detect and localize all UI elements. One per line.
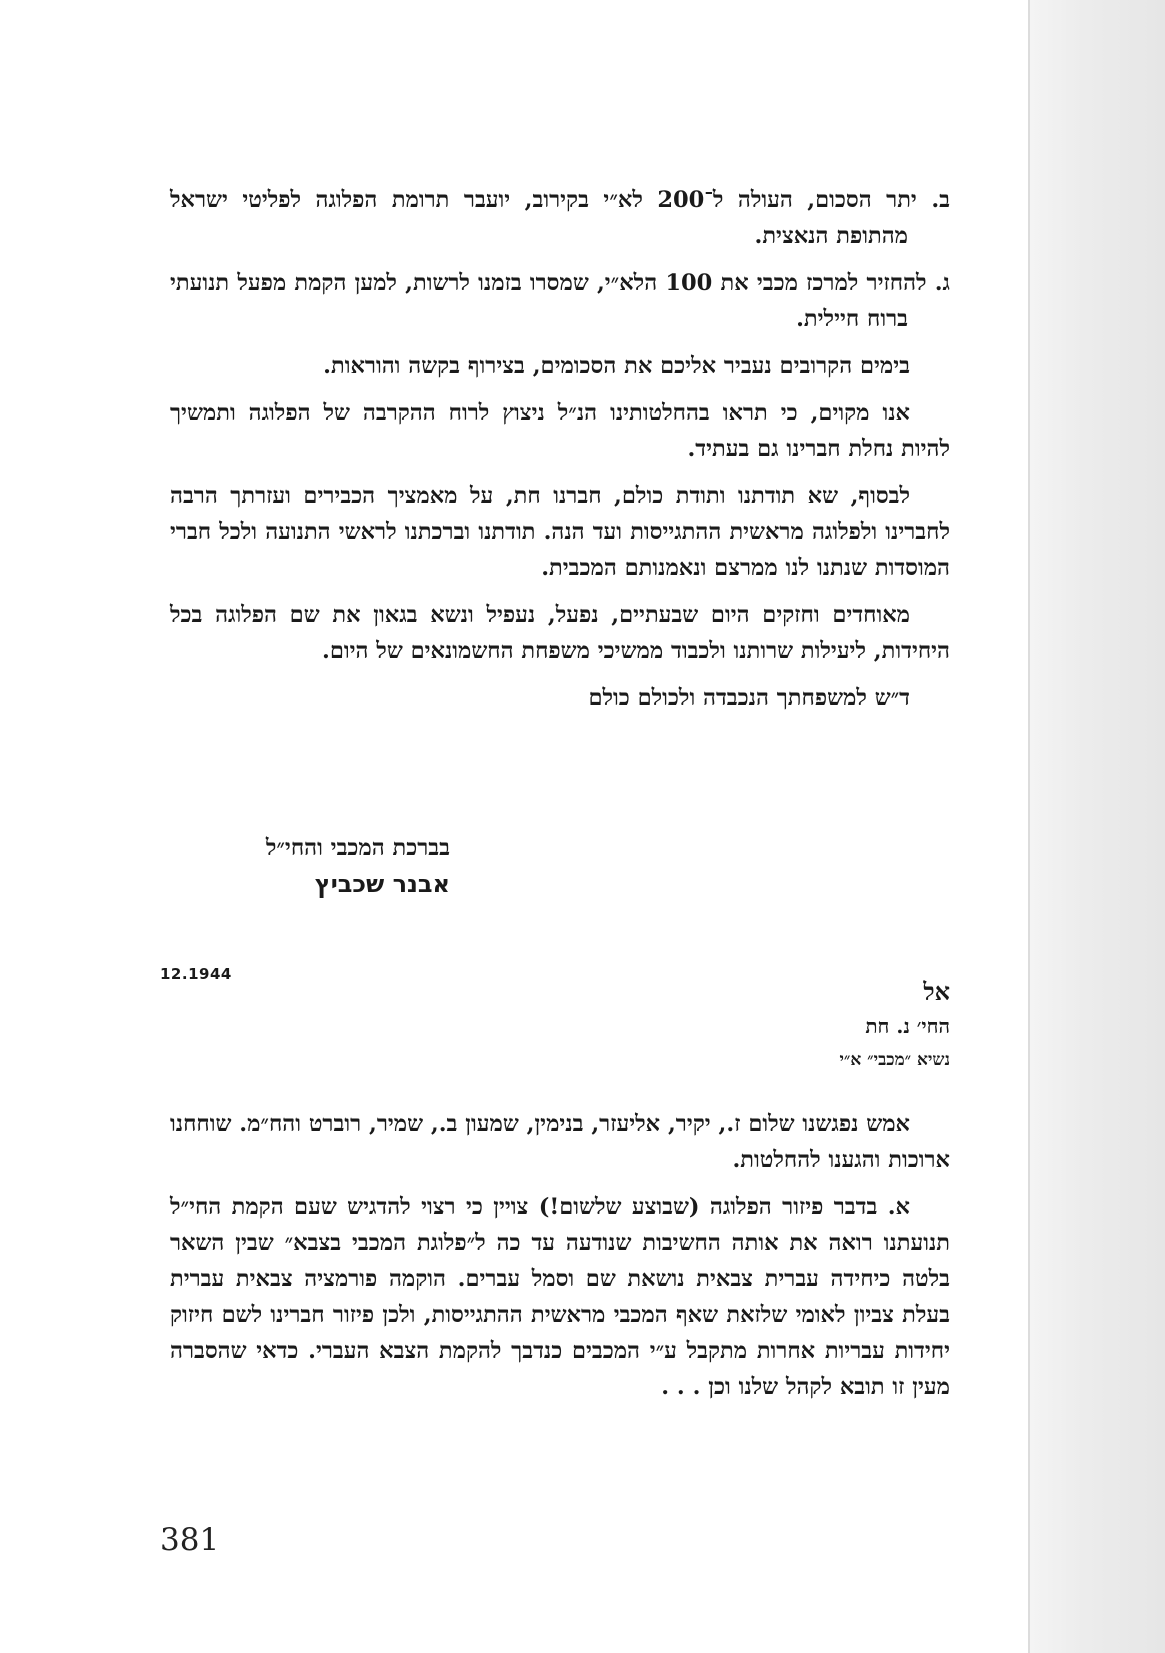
- address-block: [839, 975, 950, 1077]
- signature-block: [150, 830, 450, 902]
- list-item-g: ג. להחזיר למרכז מכבי את 100 הלא״י, שמסרו בזמנו לרשות, למען הקמת מפעל תנועתי ברוח חיילית.: [170, 270, 950, 332]
- letter-body-top: [170, 182, 950, 736]
- address-to-label: אל: [923, 977, 950, 1006]
- paragraph: אנו מקוים, כי תראו בהחלטותינו הנ״ל ניצוץ לרוח ההקרבה של הפלוגה ותמשיך להיות נחלת חברינו גם בעתיד.: [170, 400, 950, 462]
- paragraph: אמש נפגשנו שלום ז., יקיר, אליעזר, בנימין, שמעון ב., שמיר, רוברט והח״מ. שוחחנו ארוכות והגענו להחלטות.: [170, 1111, 950, 1173]
- letter-date: 12.1944: [160, 965, 232, 983]
- paragraph: א. בדבר פיזור הפלוגה (שבוצע שלשום!) צויין כי רצוי להדגיש שעם הקמת החי״ל תנועתנו רואה את אותה החשיבות שנודעה עד כה ל״פלוגת המכבי בצבא״ שבין השאר בלטה כיחידה עברית צבאית נושאת שם וסמל עברים. הוקמה פורמציה צבאית עברית בעלת צביון לאומי שלזאת שאף המכבי מראשית ההתגייסות, ולכן פיזור חברינו לשם חיזוק יחידות עבריות אחרות מתקבל ע״י המכבים כנדבך להקמת הצבא העברי. כדאי שהסברה מעין זו תובא לקהל שלנו וכן . . .: [170, 1194, 950, 1400]
- closing-line: ד״ש למשפחתך הנכבדה ולכולם כולם: [588, 685, 910, 711]
- signature-name: אבנר שכביץ: [314, 870, 450, 898]
- address-recipient: החי׳ נ. חת: [865, 1014, 950, 1038]
- paragraph: לבסוף, שא תודתנו ותודת כולם, חברנו חת, על מאמציך הכבירים ועזרתך הרבה לחברינו ולפלוגה מראשית ההתגייסות ועד הנה. תודתנו וברכתנו לראשי התנועה ולכל חברי המוסדות שנתנו לנו ממרצם ונאמנותם המכבית.: [170, 483, 950, 581]
- address-recipient-title: נשיא ״מכבי״ א״י: [839, 1050, 950, 1070]
- page-edge-shadow: [1030, 0, 1165, 1653]
- list-item-b: ב. יתר הסכום, העולה ל־200 לא״י בקירוב, יועבר תרומת הפלוגה לפליטי ישראל מהתופת הנאצית.: [170, 187, 950, 249]
- page-number: 381: [160, 1522, 220, 1558]
- signature-greeting: בברכת המכבי והחי״ל: [265, 835, 450, 861]
- letter-body-bottom: [170, 1106, 950, 1416]
- paragraph: מאוחדים וחזקים היום שבעתיים, נפעל, נעפיל ונשא בגאון את שם הפלוגה בכל היחידות, ליעילות שרותנו ולכבוד ממשיכי משפחת החשמונאים של היום.: [170, 602, 950, 664]
- paragraph: בימים הקרובים נעביר אליכם את הסכומים, בצירוף בקשה והוראות.: [323, 353, 910, 379]
